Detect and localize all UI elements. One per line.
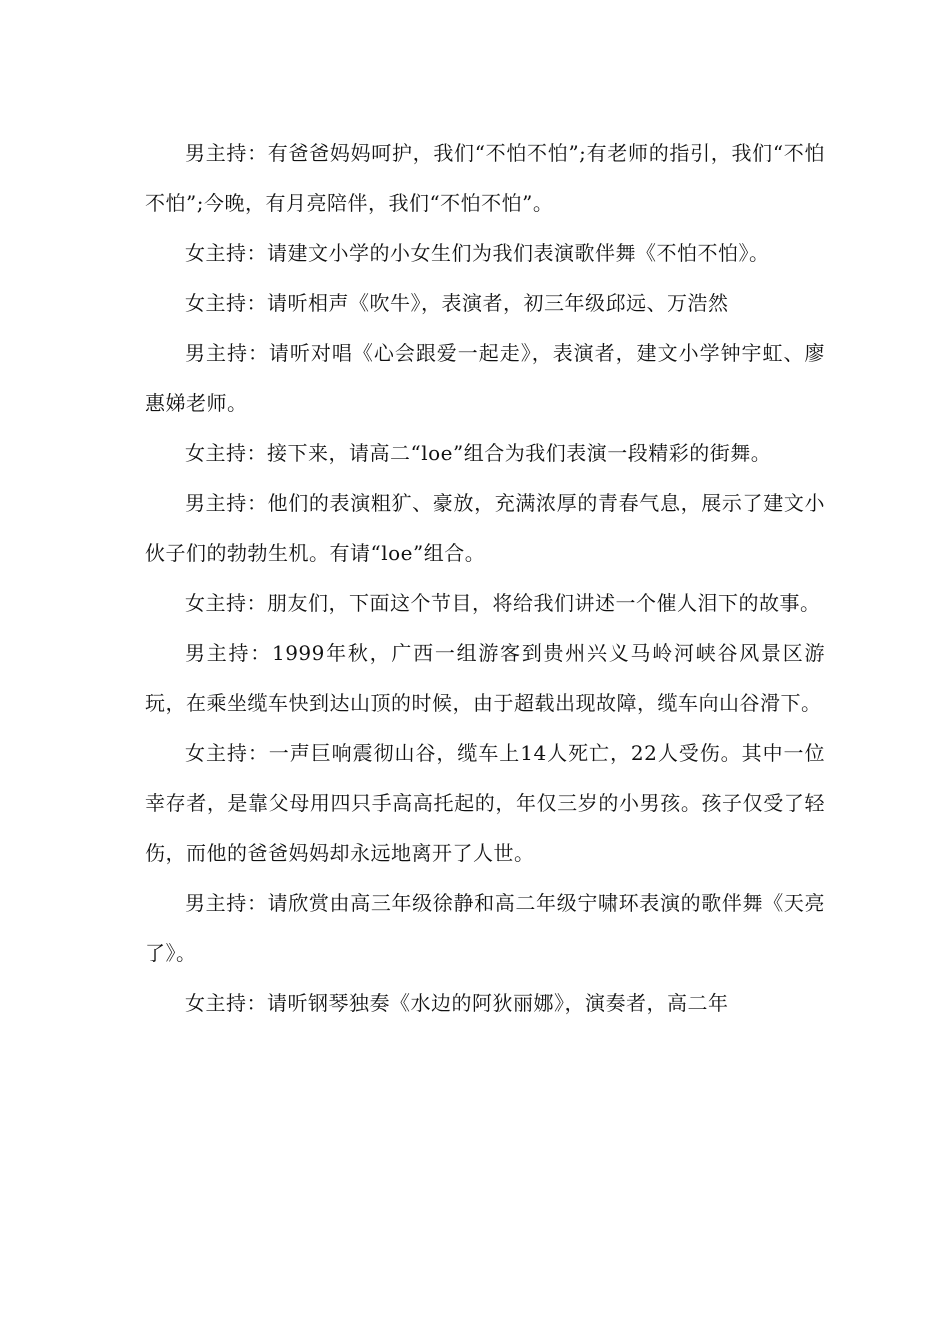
paragraph: 女主持：接下来，请高二“loe”组合为我们表演一段精彩的街舞。 (185, 441, 772, 465)
paragraph: 男主持：1999年秋，广西一组游客到贵州兴义马岭河峡谷风景区游玩，在乘坐缆车快到达山顶的时候，由于超载出现故障，缆车向山谷滑下。 (145, 641, 825, 715)
paragraph: 男主持：他们的表演粗犷、豪放，充满浓厚的青春气息，展示了建文小伙子们的勃勃生机。有请“loe”组合。 (145, 491, 825, 565)
paragraph: 男主持：请欣赏由高三年级徐静和高二年级宁啸环表演的歌伴舞《天亮了》。 (145, 891, 825, 965)
paragraph: 女主持：朋友们，下面这个节目，将给我们讲述一个催人泪下的故事。 (185, 591, 821, 615)
paragraph: 男主持：有爸爸妈妈呵护，我们“不怕不怕”;有老师的指引，我们“不怕不怕”;今晚，有月亮陪伴，我们“不怕不怕”。 (145, 141, 825, 215)
paragraph: 女主持：请建文小学的小女生们为我们表演歌伴舞《不怕不怕》。 (185, 241, 770, 265)
document-body (145, 128, 825, 1028)
paragraph: 女主持：一声巨响震彻山谷，缆车上14人死亡，22人受伤。其中一位幸存者，是靠父母用四只手高高托起的，年仅三岁的小男孩。孩子仅受了轻伤，而他的爸爸妈妈却永远地离开了人世。 (145, 741, 825, 865)
paragraph: 男主持：请听对唱《心会跟爱一起走》，表演者，建文小学钟宇虹、廖惠娣老师。 (145, 341, 825, 415)
paragraph: 女主持：请听相声《吹牛》，表演者，初三年级邱远、万浩然 (185, 291, 729, 315)
paragraph: 女主持：请听钢琴独奏《水边的阿狄丽娜》，演奏者，高二年 (185, 991, 729, 1015)
